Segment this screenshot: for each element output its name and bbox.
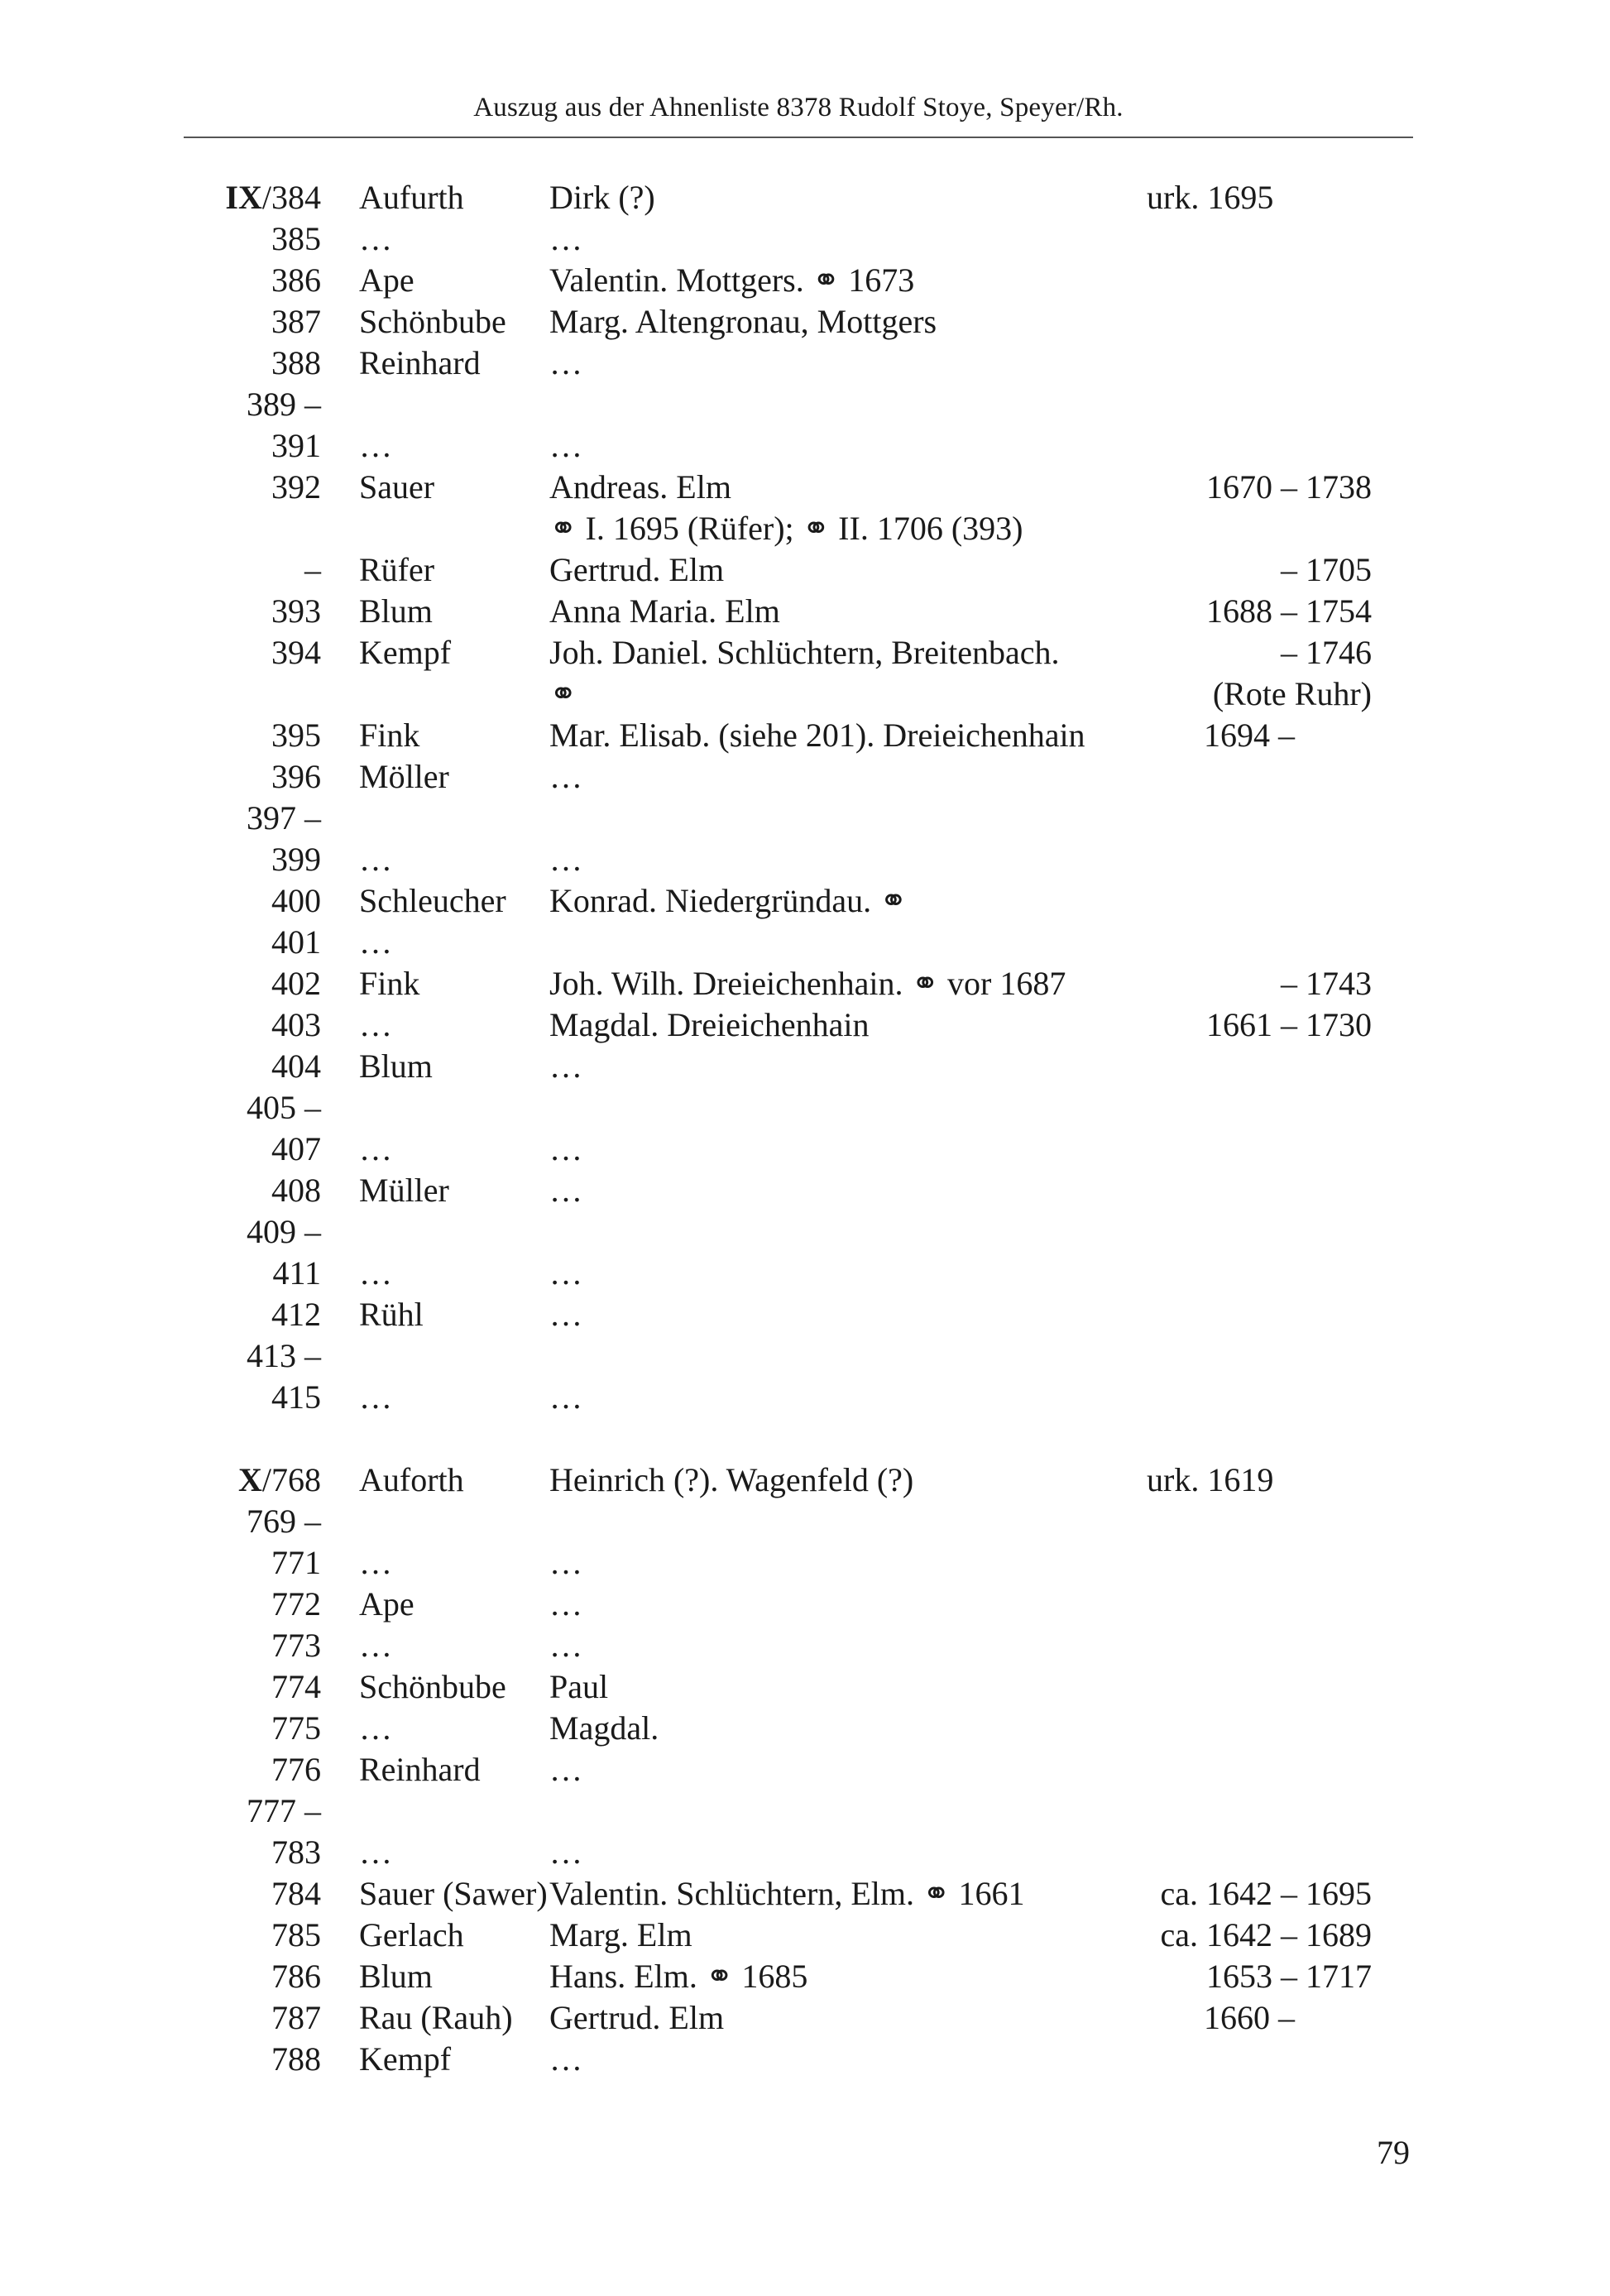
- list-row: [0, 880, 1610, 922]
- list-row: [0, 1790, 1610, 1832]
- given-name-details: ⚭: [549, 675, 577, 712]
- ancestor-number: 409 –: [247, 1213, 321, 1250]
- ancestor-number: 769 –: [247, 1503, 321, 1540]
- list-row: [0, 301, 1610, 343]
- ancestor-number: 786: [271, 1958, 321, 1995]
- surname: Möller: [359, 758, 449, 795]
- list-row: [0, 922, 1610, 963]
- generation-label: X: [237, 1461, 262, 1498]
- list-row: [0, 1915, 1610, 1956]
- surname: Ape: [359, 1585, 414, 1623]
- given-name-details: Magdal.: [549, 1709, 659, 1747]
- given-name-details: Marg. Altengronau, Mottgers: [549, 303, 937, 340]
- surname: …: [359, 1627, 392, 1664]
- ancestor-number-value: /768: [261, 1461, 321, 1498]
- ancestor-number: 788: [271, 2040, 321, 2078]
- surname: Sauer: [359, 468, 435, 506]
- surname: Sauer (Sawer): [359, 1875, 548, 1912]
- generation-label: IX: [225, 179, 262, 216]
- life-dates: – 1746: [1281, 634, 1372, 671]
- ancestor-number: 387: [271, 303, 321, 340]
- list-row: [0, 1170, 1610, 1211]
- list-row: [0, 1087, 1610, 1129]
- given-name-details: Andreas. Elm: [549, 468, 731, 506]
- life-dates: 1653 – 1717: [1206, 1958, 1372, 1995]
- surname: …: [359, 1130, 392, 1167]
- list-row: [0, 963, 1610, 1004]
- surname: Müller: [359, 1172, 449, 1209]
- given-name-details: Dirk (?): [549, 179, 655, 216]
- surname: …: [359, 1254, 392, 1292]
- list-row: [0, 1997, 1610, 2039]
- surname: Aufurth: [359, 179, 464, 216]
- list-row: [0, 218, 1610, 260]
- ancestor-number: 405 –: [247, 1089, 321, 1126]
- surname: …: [359, 1544, 392, 1581]
- surname: Reinhard: [359, 1751, 481, 1788]
- surname: …: [359, 1378, 392, 1416]
- given-name-details: Magdal. Dreieichenhain: [549, 1006, 870, 1043]
- ancestor-number: 389 –: [247, 386, 321, 423]
- life-dates: 1661 – 1730: [1206, 1006, 1372, 1043]
- given-name-details: …: [549, 1130, 582, 1167]
- given-name-details: Paul: [549, 1668, 609, 1705]
- given-name-details: Gertrud. Elm: [549, 1999, 725, 2036]
- ancestor-number: 787: [271, 1999, 321, 2036]
- list-row: [0, 384, 1610, 425]
- ancestor-number: 775: [271, 1709, 321, 1747]
- surname: Ape: [359, 261, 414, 299]
- given-name-details: …: [549, 1544, 582, 1581]
- documented-year: urk. 1695: [1147, 179, 1274, 216]
- list-row: [0, 591, 1610, 632]
- ancestor-number: 393: [271, 592, 321, 630]
- life-dates: 1694 –: [1204, 717, 1295, 754]
- ancestor-number: 385: [271, 220, 321, 257]
- surname: Gerlach: [359, 1916, 464, 1953]
- ancestor-number: 412: [271, 1296, 321, 1333]
- surname: Schönbube: [359, 1668, 506, 1705]
- list-row: [0, 1004, 1610, 1046]
- life-dates: – 1705: [1281, 551, 1372, 588]
- surname: Fink: [359, 965, 420, 1002]
- ancestor-number: [225, 177, 321, 218]
- list-row: [0, 1501, 1610, 1542]
- ancestor-number: 397 –: [247, 799, 321, 836]
- ancestor-number: 771: [271, 1544, 321, 1581]
- given-name-details: Hans. Elm. ⚭ 1685: [549, 1958, 808, 1995]
- ancestor-number: 772: [271, 1585, 321, 1623]
- surname: Schönbube: [359, 303, 506, 340]
- given-name-details: …: [549, 1047, 582, 1085]
- ancestor-number: 388: [271, 344, 321, 381]
- ancestor-number: 413 –: [247, 1337, 321, 1374]
- surname: Fink: [359, 717, 420, 754]
- surname: Kempf: [359, 634, 452, 671]
- given-name-details: Valentin. Mottgers. ⚭ 1673: [549, 261, 915, 299]
- life-dates: 1660 –: [1204, 1999, 1295, 2036]
- list-row: [0, 756, 1610, 798]
- list-row: [0, 549, 1610, 591]
- given-name-details: …: [549, 1172, 582, 1209]
- life-dates: 1670 – 1738: [1206, 468, 1372, 506]
- given-name-details: …: [549, 1627, 582, 1664]
- list-row: [0, 1956, 1610, 1997]
- given-name-details: Marg. Elm: [549, 1916, 692, 1953]
- life-dates: – 1743: [1281, 965, 1372, 1002]
- ancestor-number: 785: [271, 1916, 321, 1953]
- ancestor-number: 784: [271, 1875, 321, 1912]
- ancestor-number: 783: [271, 1833, 321, 1871]
- given-name-details: Konrad. Niedergründau. ⚭: [549, 882, 908, 919]
- given-name-details: Mar. Elisab. (siehe 201). Dreieichenhain: [549, 717, 1085, 754]
- surname: Schleucher: [359, 882, 506, 919]
- given-name-details: ⚭ I. 1695 (Rüfer); ⚭ II. 1706 (393): [549, 510, 1023, 547]
- life-dates: ca. 1642 – 1689: [1160, 1916, 1372, 1953]
- ancestor-number: 391: [271, 427, 321, 464]
- ancestor-number: 776: [271, 1751, 321, 1788]
- ancestor-number: 407: [271, 1130, 321, 1167]
- ancestor-number: 774: [271, 1668, 321, 1705]
- surname: Kempf: [359, 2040, 452, 2078]
- list-row: [0, 260, 1610, 301]
- ancestor-number: 411: [272, 1254, 321, 1292]
- given-name-details: …: [549, 1254, 582, 1292]
- ancestor-number: 394: [271, 634, 321, 671]
- given-name-details: Heinrich (?). Wagenfeld (?): [549, 1461, 914, 1498]
- ancestor-number: 395: [271, 717, 321, 754]
- running-header: Auszug aus der Ahnenliste 8378 Rudolf Stoye, Speyer/Rh.: [473, 93, 1124, 122]
- list-row: [0, 1873, 1610, 1915]
- given-name-details: …: [549, 1378, 582, 1416]
- list-row: [0, 467, 1610, 508]
- surname: Auforth: [359, 1461, 464, 1498]
- surname: …: [359, 220, 392, 257]
- given-name-details: Joh. Wilh. Dreieichenhain. ⚭ vor 1687: [549, 965, 1066, 1002]
- list-row: [0, 425, 1610, 467]
- ancestor-number: 399: [271, 841, 321, 878]
- list-row: [0, 839, 1610, 880]
- surname: Blum: [359, 592, 433, 630]
- ancestor-number: 777 –: [247, 1792, 321, 1829]
- ancestor-number: [238, 1460, 321, 1501]
- surname: …: [359, 841, 392, 878]
- ancestor-number: 400: [271, 882, 321, 919]
- list-row: [0, 1294, 1610, 1335]
- ancestor-number-value: /384: [261, 179, 321, 216]
- list-row: [0, 798, 1610, 839]
- given-name-details: …: [549, 1296, 582, 1333]
- list-row: [0, 508, 1610, 549]
- list-row: [0, 1666, 1610, 1708]
- surname: …: [359, 1006, 392, 1043]
- ancestor-number: 392: [271, 468, 321, 506]
- ancestor-list: [0, 177, 1610, 2080]
- given-name-details: …: [549, 841, 582, 878]
- ancestor-number: 403: [271, 1006, 321, 1043]
- given-name-details: …: [549, 427, 582, 464]
- list-row: [0, 1253, 1610, 1294]
- list-row: [0, 1542, 1610, 1584]
- ancestor-number: 396: [271, 758, 321, 795]
- surname: Blum: [359, 1958, 433, 1995]
- list-row: [0, 1749, 1610, 1790]
- ancestor-number: 401: [271, 923, 321, 961]
- surname: …: [359, 1709, 392, 1747]
- given-name-details: …: [549, 1751, 582, 1788]
- list-row: [0, 1625, 1610, 1666]
- surname: Blum: [359, 1047, 433, 1085]
- list-row: [0, 632, 1610, 673]
- list-row: [0, 1046, 1610, 1087]
- surname: Rau (Rauh): [359, 1999, 513, 2036]
- list-row: [0, 1832, 1610, 1873]
- list-row: [0, 1211, 1610, 1253]
- given-name-details: Valentin. Schlüchtern, Elm. ⚭ 1661: [549, 1875, 1025, 1912]
- list-row: [0, 1129, 1610, 1170]
- header-rule: [184, 137, 1413, 138]
- life-dates: 1688 – 1754: [1206, 592, 1372, 630]
- surname: Reinhard: [359, 344, 481, 381]
- surname: …: [359, 1833, 392, 1871]
- given-name-details: …: [549, 1833, 582, 1871]
- list-row: [0, 177, 1610, 218]
- given-name-details: …: [549, 1585, 582, 1623]
- surname: Rüfer: [359, 551, 435, 588]
- list-row: [0, 1708, 1610, 1749]
- given-name-details: …: [549, 220, 582, 257]
- list-row: [0, 1584, 1610, 1625]
- ancestor-number: 402: [271, 965, 321, 1002]
- list-row: [0, 1377, 1610, 1418]
- given-name-details: Joh. Daniel. Schlüchtern, Breitenbach.: [549, 634, 1060, 671]
- given-name-details: Anna Maria. Elm: [549, 592, 780, 630]
- surname: …: [359, 427, 392, 464]
- list-row: [0, 1335, 1610, 1377]
- ancestor-number: 404: [271, 1047, 321, 1085]
- life-dates: ca. 1642 – 1695: [1160, 1875, 1372, 1912]
- list-row: [0, 673, 1610, 715]
- surname: …: [359, 923, 392, 961]
- ancestor-number: 773: [271, 1627, 321, 1664]
- given-name-details: …: [549, 758, 582, 795]
- given-name-details: Gertrud. Elm: [549, 551, 725, 588]
- ancestor-number: –: [304, 551, 321, 588]
- list-row: [0, 343, 1610, 384]
- list-row: [0, 715, 1610, 756]
- ancestor-number: 415: [271, 1378, 321, 1416]
- list-row: [0, 2039, 1610, 2080]
- page-number: 79: [1377, 2134, 1410, 2171]
- ancestor-number: 386: [271, 261, 321, 299]
- ancestor-number: 408: [271, 1172, 321, 1209]
- documented-year: urk. 1619: [1147, 1461, 1274, 1498]
- list-row: [0, 1460, 1610, 1501]
- given-name-details: …: [549, 2040, 582, 2078]
- given-name-details: …: [549, 344, 582, 381]
- surname: Rühl: [359, 1296, 424, 1333]
- life-dates: (Rote Ruhr): [1212, 675, 1372, 712]
